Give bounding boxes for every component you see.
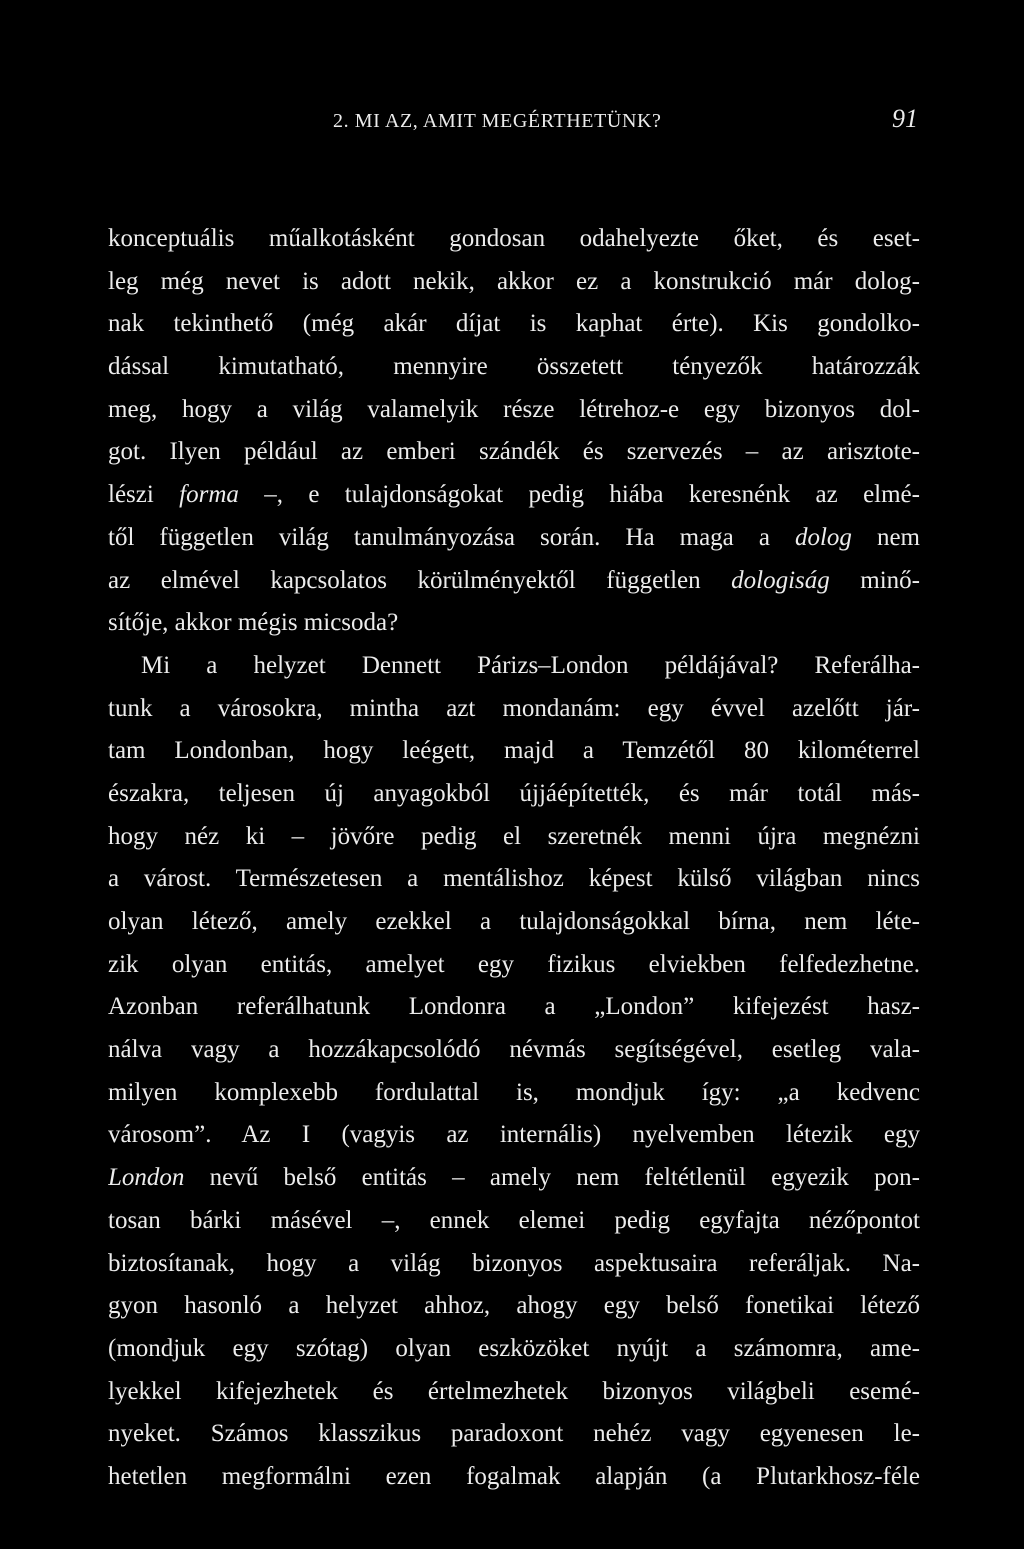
text-segment: got. Ilyen például az emberi szándék és szervezés – az arisztote- <box>108 438 920 466</box>
text-line <box>108 517 920 560</box>
text-line <box>108 816 920 859</box>
text-segment: lyekkel kifejezhetek és értelmezhetek bizonyos világbeli esemé- <box>108 1377 920 1405</box>
body-text <box>108 218 920 1499</box>
text-line <box>108 474 920 517</box>
text-line <box>108 1413 920 1456</box>
text-line <box>108 858 920 901</box>
italic-term: London <box>108 1164 185 1192</box>
page-number: 91 <box>892 104 918 133</box>
text-segment: nem <box>851 523 920 551</box>
text-segment: lészi <box>108 481 180 509</box>
text-segment: leg még nevet is adott nekik, akkor ez a konstrukció már dolog- <box>108 267 920 295</box>
text-segment: dással kimutatható, mennyire összetett tényezők határozzák <box>108 353 920 381</box>
text-segment: tunk a városokra, mintha azt mondanám: egy évvel azelőtt jár- <box>108 694 920 722</box>
text-segment: hetetlen megformálni ezen fogalmak alapján (a Plutarkhosz-féle <box>108 1462 920 1490</box>
text-segment: nálva vagy a hozzákapcsolódó névmás segítségével, esetleg vala- <box>108 1036 920 1064</box>
text-segment: tam Londonban, hogy leégett, majd a Temzétől 80 kilométerrel <box>108 737 920 765</box>
text-line <box>108 901 920 944</box>
text-segment: a várost. Természetesen a mentálishoz képest külső világban nincs <box>108 865 920 893</box>
text-segment: nyeket. Számos klasszikus paradoxont nehéz vagy egyenesen le- <box>108 1420 920 1448</box>
text-line <box>108 730 920 773</box>
text-segment: nevű belső entitás – amely nem feltétlenül egyezik pon- <box>184 1164 920 1192</box>
text-line <box>108 1243 920 1286</box>
text-segment: milyen komplexebb fordulattal is, mondjuk így: „a kedvenc <box>108 1078 920 1106</box>
chapter-running-head: 2. MI AZ, AMIT MEGÉRTHETÜNK? <box>333 110 662 132</box>
text-line <box>108 218 920 261</box>
italic-term: dolog <box>794 523 852 551</box>
text-segment: (mondjuk egy szótag) olyan eszközöket nyújt a számomra, ame- <box>108 1334 920 1362</box>
italic-term: dologiság <box>731 566 830 594</box>
text-line <box>108 1328 920 1371</box>
text-line <box>108 688 920 731</box>
text-line <box>108 944 920 987</box>
text-segment: –, e tulajdonságokat pedig hiába keresnénk az elmé- <box>238 481 920 509</box>
text-segment: hogy néz ki – jövőre pedig el szeretnék menni újra megnézni <box>108 822 920 850</box>
text-line <box>108 986 920 1029</box>
text-segment: gyon hasonló a helyzet ahhoz, ahogy egy belső fonetikai létező <box>108 1292 920 1320</box>
text-segment: meg, hogy a világ valamelyik része létrehoz-e egy bizonyos dol- <box>108 395 920 423</box>
text-segment: északra, teljesen új anyagokból újjáépítették, és már totál más- <box>108 779 920 807</box>
paragraph-first-line <box>108 645 920 688</box>
text-segment: olyan létező, amely ezekkel a tulajdonságokkal bírna, nem léte- <box>108 908 920 935</box>
text-segment: Mi a helyzet Dennett Párizs–London példájával? Referálha- <box>141 651 920 679</box>
text-line <box>108 1285 920 1328</box>
text-line <box>108 303 920 346</box>
text-line <box>108 1200 920 1243</box>
text-segment: konceptuális műalkotásként gondosan odahelyezte őket, és eset- <box>108 225 920 252</box>
italic-term: forma <box>179 481 239 509</box>
text-line <box>108 431 920 474</box>
text-segment: tosan bárki másével –, ennek elemei pedig egyfajta nézőpontot <box>108 1206 920 1234</box>
text-segment: biztosítanak, hogy a világ bizonyos aspektusaira referáljak. Na- <box>108 1249 920 1277</box>
text-line <box>108 1072 920 1115</box>
text-segment: az elmével kapcsolatos körülményektől független <box>108 566 732 594</box>
text-line <box>108 773 920 816</box>
text-segment: zik olyan entitás, amelyet egy fizikus elviekben felfedezhetne. <box>108 950 920 978</box>
text-line <box>108 1157 920 1200</box>
text-line <box>108 346 920 389</box>
text-segment: nak tekinthető (még akár díjat is kaphat érte). Kis gondolko- <box>108 310 920 338</box>
text-line <box>108 602 920 645</box>
text-segment: Azonban referálhatunk Londonra a „London” kifejezést hasz- <box>108 993 920 1021</box>
text-line <box>108 1114 920 1157</box>
text-line <box>108 560 920 603</box>
text-segment: sítője, akkor mégis micsoda? <box>108 609 399 637</box>
text-segment: városom”. Az I (vagyis az internális) nyelvemben létezik egy <box>108 1121 920 1149</box>
running-header <box>108 104 920 140</box>
text-line <box>108 1029 920 1072</box>
text-segment: től független világ tanulmányozása során. Ha maga a <box>108 523 795 551</box>
text-line <box>108 389 920 432</box>
text-line <box>108 1456 920 1499</box>
text-line <box>108 1371 920 1414</box>
text-line <box>108 261 920 304</box>
text-segment: minő- <box>829 566 920 594</box>
